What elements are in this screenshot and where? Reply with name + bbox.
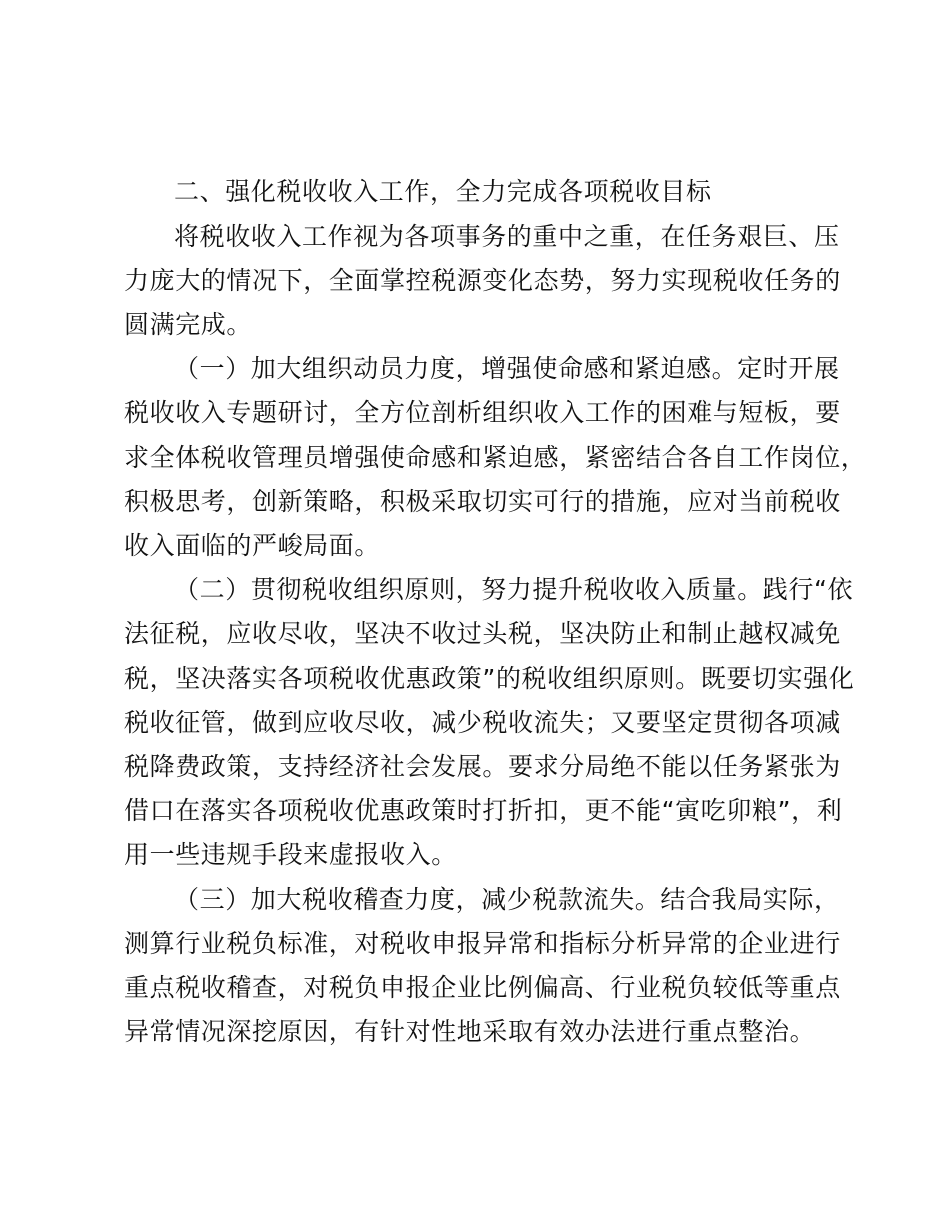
section-heading: 二、强化税收收入工作，全力完成各项税收目标 <box>174 177 712 206</box>
section3-line: （三）加大税收稽查力度，减少税款流失。结合我局实际， <box>174 885 840 914</box>
section2-line: 税收征管，做到应收尽收，减少税收流失；又要坚定贯彻各项减 <box>124 708 841 737</box>
section3-line: 异常情况深挖原因，有针对性地采取有效办法进行重点整治。 <box>124 1017 816 1046</box>
section2-line: 用一些违规手段来虚报收入。 <box>124 840 457 869</box>
section1-line: 收入面临的严峻局面。 <box>124 531 381 560</box>
section1-line: 求全体税收管理员增强使命感和紧迫感，紧密结合各自工作岗位， <box>124 443 867 472</box>
section2-line: 借口在落实各项税收优惠政策时打折扣，更不能“寅吃卯粮”，利 <box>124 796 843 825</box>
section2-line: 法征税，应收尽收，坚决不收过头税，坚决防止和制止越权减免 <box>124 619 841 648</box>
section1-line: 税收收入专题研讨，全方位剖析组织收入工作的困难与短板，要 <box>124 398 841 427</box>
section1-line: （一）加大组织动员力度，增强使命感和紧迫感。定时开展 <box>174 354 840 383</box>
section2-line: （二）贯彻税收组织原则，努力提升税收收入质量。践行“依 <box>174 575 854 604</box>
section2-line: 税降费政策，支持经济社会发展。要求分局绝不能以任务紧张为 <box>124 752 841 781</box>
section3-line: 测算行业税负标准，对税收申报异常和指标分析异常的企业进行 <box>124 929 841 958</box>
intro-line: 圆满完成。 <box>124 310 253 339</box>
section2-line: 税，坚决落实各项税收优惠政策”的税收组织原则。既要切实强化 <box>124 664 855 693</box>
section1-line: 积极思考，创新策略，积极采取切实可行的措施，应对当前税收 <box>124 487 841 516</box>
intro-line: 力庞大的情况下，全面掌控税源变化态势，努力实现税收任务的 <box>124 266 841 295</box>
section3-line: 重点税收稽查，对税负申报企业比例偏高、行业税负较低等重点 <box>124 973 841 1002</box>
intro-line: 将税收收入工作视为各项事务的重中之重，在任务艰巨、压 <box>174 222 840 251</box>
